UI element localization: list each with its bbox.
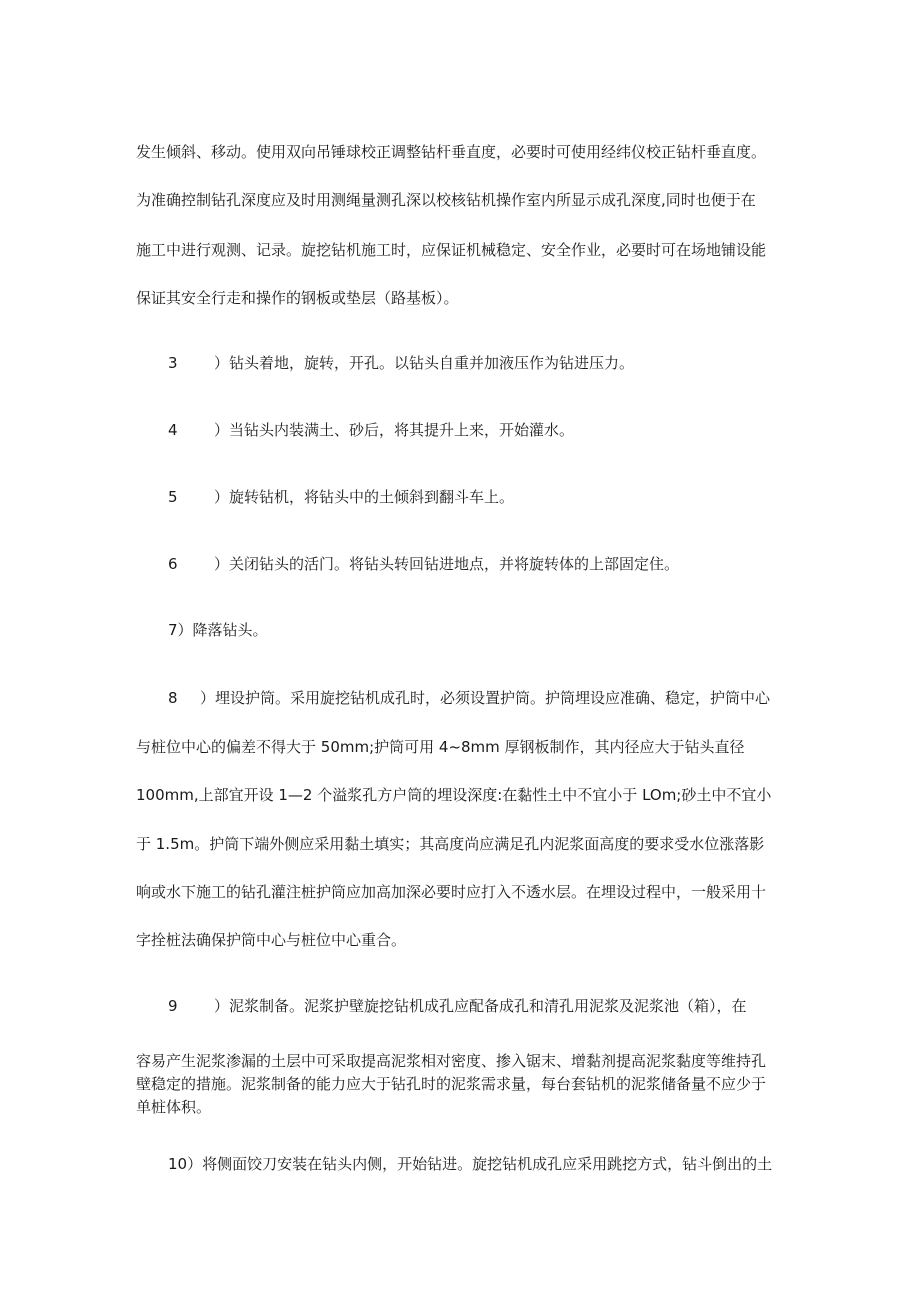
step-text: ）泥浆制备。泥浆护壁旋挖钻机成孔应配备成孔和清孔用泥浆及泥浆池（箱），在 [214, 997, 747, 1015]
text-line: 保证其安全行走和操作的钢板或垫层（路基板）。 [136, 289, 459, 307]
step-text: ）埋设护筒。采用旋挖钻机成孔时，必须设置护筒。护筒埋设应准确、稳定，护筒中心 [200, 689, 771, 707]
text-line: 100mm,上部宜开设 1—2 个溢浆孔方户筒的埋设深度:在黏性土中不宜小于 LOm;砂土中不宜小 [136, 786, 772, 804]
step-number: 5 [168, 488, 178, 506]
text-line: 发生倾斜、移动。使用双向吊锤球校正调整钻杆垂直度，必要时可使用经纬仪校正钻杆垂直度。 [136, 143, 767, 161]
step-text: ）旋转钻机，将钻头中的土倾斜到翻斗车上。 [214, 488, 515, 506]
step-text: ）当钻头内装满土、砂后，将其提升上来，开始灌水。 [214, 421, 575, 439]
step-text: 7）降落钻头。 [168, 621, 268, 639]
text-line: 响或水下施工的钻孔灌注桩护筒应加高加深必要时应打入不透水层。在埋设过程中，一般采用十 [136, 883, 767, 901]
step-text: ）钻头着地，旋转，开孔。以钻头自重并加液压作为钻进压力。 [214, 354, 635, 372]
step-text: ）关闭钻头的活门。将钻头转回钻进地点，并将旋转体的上部固定住。 [214, 555, 680, 573]
text-line: 单桩体积。 [136, 1098, 212, 1116]
text-line: 容易产生泥浆渗漏的土层中可采取提高泥浆相对密度、掺入锯末、增黏剂提高泥浆黏度等维持孔 [136, 1052, 767, 1070]
text-line: 字拴桩法确保护筒中心与桩位中心重合。 [136, 931, 407, 949]
text-line: 壁稳定的措施。泥浆制备的能力应大于钻孔时的泥浆需求量，每台套钻机的泥浆储备量不应少于 [136, 1075, 767, 1093]
text-line: 施工中进行观测、记录。旋挖钻机施工时，应保证机械稳定、安全作业，必要时可在场地铺设能 [136, 241, 767, 259]
step-number: 9 [168, 997, 178, 1015]
step-number: 6 [168, 555, 178, 573]
text-line: 于 1.5m。护筒下端外侧应采用黏土填实；其高度尚应满足孔内泥浆面高度的要求受水位涨落影 [136, 835, 765, 853]
step-number: 8 [168, 689, 178, 707]
step-number: 3 [168, 354, 178, 372]
text-line: 与桩位中心的偏差不得大于 50mm;护筒可用 4~8mm 厚钢板制作，其内径应大于钻头直径 [136, 738, 745, 756]
text-line: 为准确控制钻孔深度应及时用测绳量测孔深以校核钻机操作室内所显示成孔深度,同时也便于在 [136, 191, 756, 209]
step-number: 4 [168, 421, 178, 439]
step-text: 10）将侧面饺刀安装在钻头内侧，开始钻进。旋挖钻机成孔应采用跳挖方式，钻斗倒出的土 [168, 1155, 773, 1173]
